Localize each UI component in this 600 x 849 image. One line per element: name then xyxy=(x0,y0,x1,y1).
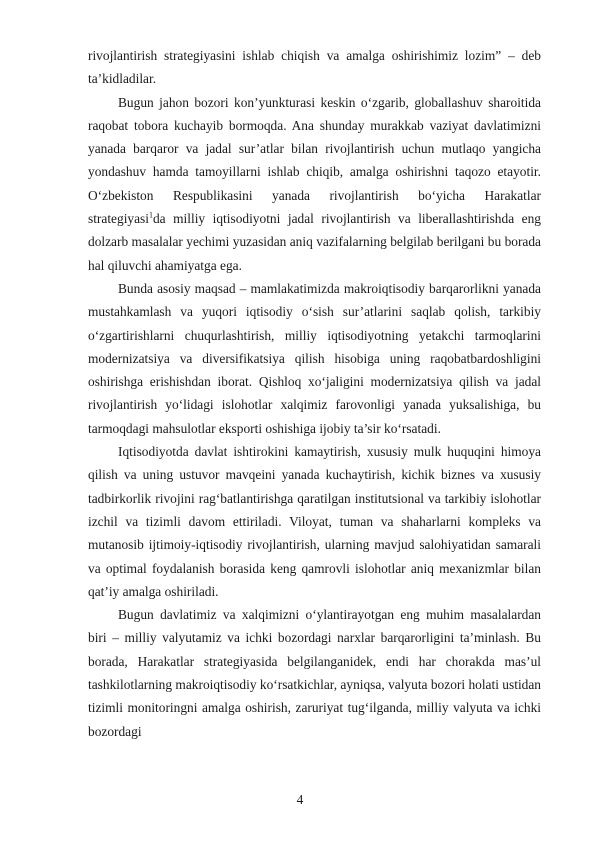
paragraph-5 xyxy=(88,603,541,743)
body-text xyxy=(88,44,541,743)
paragraph-2-text-before-footnote: Bugun jahon bozori kon’yunkturasi keskin o‘zgarib, globallashuv sharoitida raqobat tobora kuchayib bormoqda. Ana shunday murakkab vaziyat davlatimizni yanada barqaror va jadal sur’atlar bilan rivojlantirish uchun mutlaqo yangicha yondashuv hamda tamoyillarni ishlab chiqib, amalga oshirishni taqozo etayotir. O‘zbekiston Respublikasini yanada rivojlantirish bo‘yicha Harakatlar strategiyasi xyxy=(88,94,541,227)
paragraph-5-text: Bugun davlatimiz va xalqimizni o‘ylantirayotgan eng muhim masalalardan biri – milliy valyutamiz va ichki bozordagi narxlar barqarorligini ta’minlash. Bu borada, Harakatlar strategiyasida belgilanganidek, endi har chorakda mas’ul tashkilotlarning makroiqtisodiy ko‘rsatkichlar, ayniqsa, valyuta bozori holati ustidan tizimli monitoringni amalga oshirish, zaruriyat tug‘ilganda, milliy valyuta va ichki bozordagi xyxy=(88,607,541,739)
paragraph-4 xyxy=(88,440,541,603)
paragraph-3 xyxy=(88,277,541,440)
paragraph-1 xyxy=(88,44,541,91)
page-number: 4 xyxy=(296,792,304,807)
paragraph-3-text: Bunda asosiy maqsad – mamlakatimizda makroiqtisodiy barqarorlikni yanada mustahkamlash va yuqori iqtisodiy o‘sish sur’atlarini saqlab qolish, tarkibiy o‘zgartirishlarni chuqurlashtirish, milliy iqtisodiyotning yetakchi tarmoqlarini modernizatsiya va diversifikatsiya qilish hisobiga uning raqobatbardoshligini oshirishga erishishdan iborat. Qishloq xo‘jaligini modernizatsiya qilish va jadal rivojlantirish yo‘lidagi islohotlar xalqimiz farovonligi yanada yuksalishiga, bu tarmoqdagi mahsulotlar eksporti oshishiga ijobiy ta’sir ko‘rsatadi. xyxy=(88,280,541,436)
paragraph-4-text: Iqtisodiyotda davlat ishtirokini kamaytirish, xususiy mulk huquqini himoya qilish va uning ustuvor mavqeini yanada kuchaytirish, kichik biznes va xususiy tadbirkorlik rivojini rag‘batlantirishga qaratilgan institutsional va tarkibiy islohotlar izchil va tizimli davom ettiriladi. Viloyat, tuman va shaharlarni kompleks va mutanosib ijtimoiy-iqtisodiy rivojlantirish, ularning mavjud salohiyatidan samarali va optimal foydalanish borasida keng qamrovli islohotlar aniq mexanizmlar bilan qat’iy amalga oshiriladi. xyxy=(88,444,541,599)
footnote-mark: 1 xyxy=(148,210,153,220)
paragraph-2-text-after-footnote: da milliy iqtisodiyotni jadal rivojlantirish va liberallashtirishda eng dolzarb masalalar yechimi yuzasidan aniq vazifalarning belgilab berilgani bu borada hal qiluvchi ahamiyatga ega. xyxy=(88,211,541,273)
paragraph-1-text: rivojlantirish strategiyasini ishlab chiqish va amalga oshirishimiz lozim” – deb ta’kidladilar. xyxy=(88,48,541,87)
paragraph-2 xyxy=(88,91,541,277)
